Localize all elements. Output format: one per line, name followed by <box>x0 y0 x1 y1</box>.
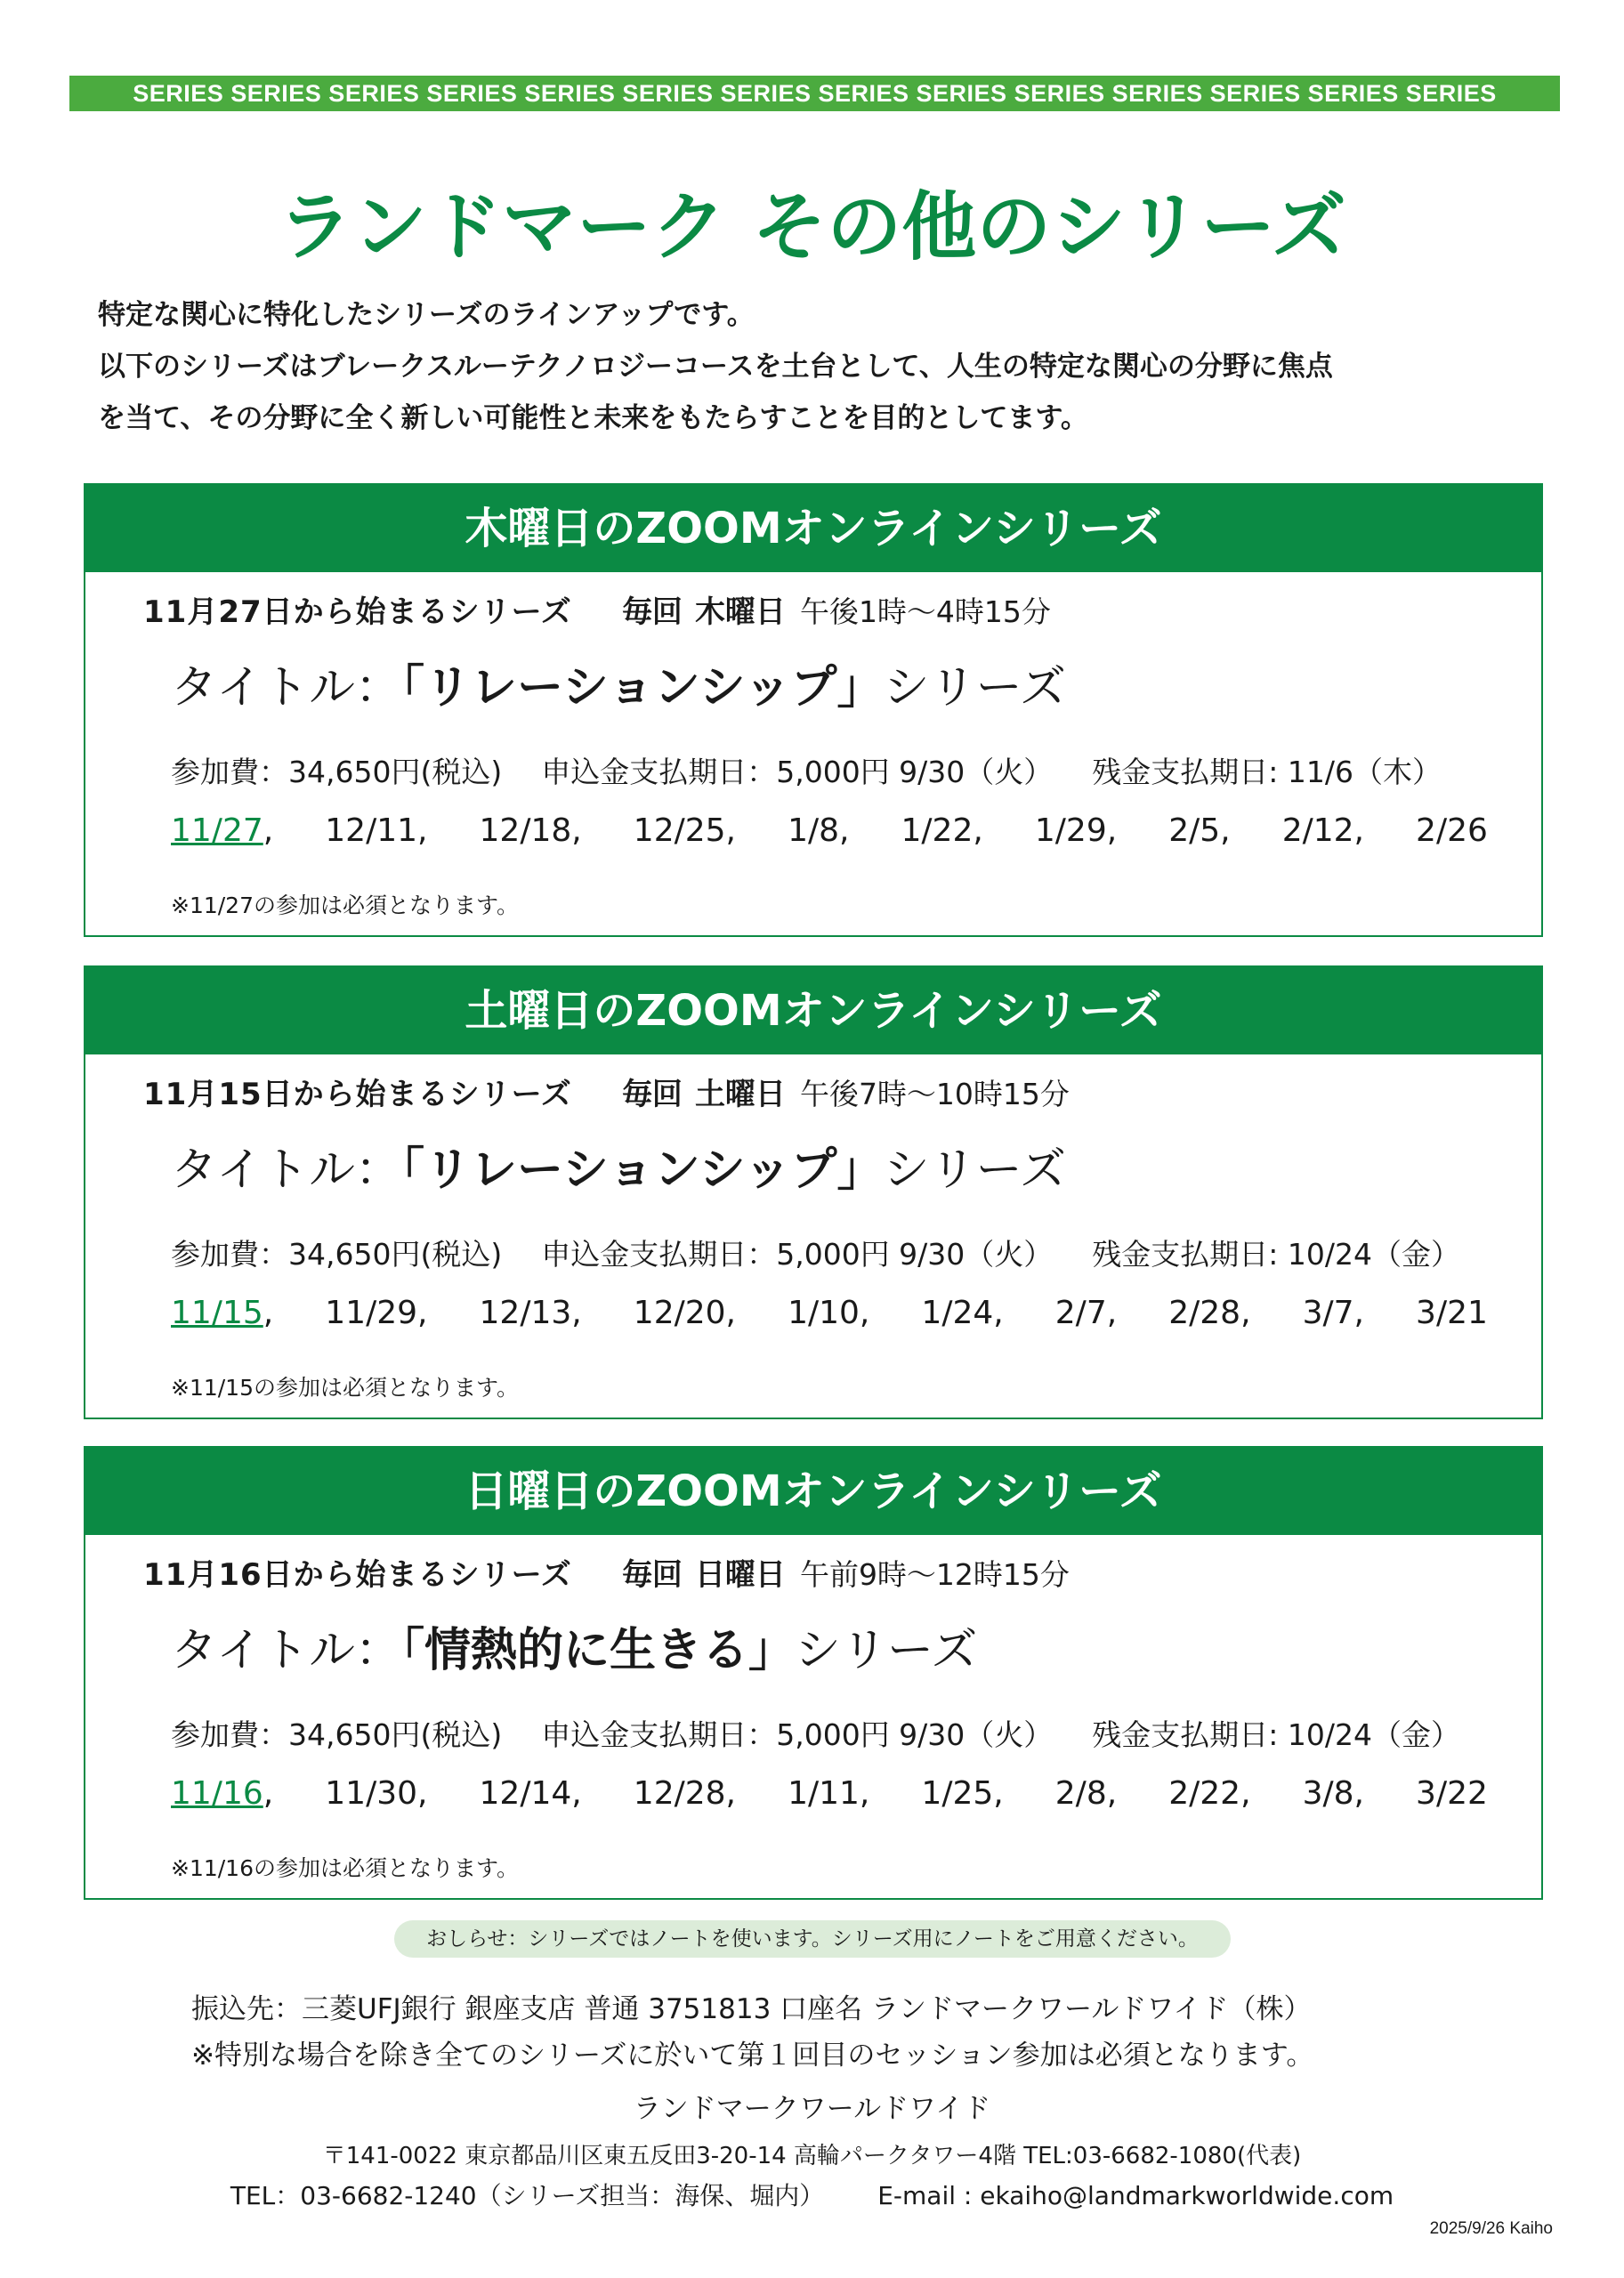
start-date: 11月27日から始まるシリーズ <box>143 594 572 630</box>
date-comma: , <box>263 1295 274 1331</box>
requirement-note: ※特別な場合を除き全てのシリーズに於いて第１回目のセッション参加は必須となります。 <box>191 2040 1314 2072</box>
date-item: 3/7, <box>1302 1295 1364 1331</box>
fee-line <box>171 1712 1499 1754</box>
schedule-line <box>143 1070 1070 1113</box>
date-item-first <box>171 1295 273 1331</box>
required-note: ※11/15の参加は必須となります。 <box>171 1375 519 1401</box>
date-item: 1/25, <box>921 1775 1004 1812</box>
weekday: 日曜日 <box>694 1557 786 1593</box>
date-item: 2/22, <box>1168 1775 1251 1812</box>
session-dates <box>171 1295 1488 1331</box>
date-item: 1/22, <box>901 812 983 849</box>
date-item: 3/21 <box>1416 1295 1488 1331</box>
session-dates <box>171 1775 1488 1812</box>
section-thursday <box>84 483 1543 937</box>
session-time: 午後7時～10時15分 <box>799 1077 1070 1111</box>
payment-info <box>191 1986 1313 2079</box>
balance-deadline: 残金支払期日: 10/24（金） <box>1092 1717 1461 1752</box>
date-item: 2/28, <box>1168 1295 1251 1331</box>
start-date: 11月16日から始まるシリーズ <box>143 1557 572 1593</box>
deposit-deadline: 申込金支払期日：5,000円 9/30（火） <box>541 1237 1054 1272</box>
required-note: ※11/16の参加は必須となります。 <box>171 1855 519 1881</box>
contact-line <box>0 2177 1624 2212</box>
first-session-date: 11/27 <box>171 812 263 849</box>
title-prefix: タイトル： <box>171 661 401 715</box>
fee-line <box>171 1232 1499 1273</box>
session-time: 午後1時～4時15分 <box>799 594 1051 629</box>
intro-line: 以下のシリーズはブレークスルーテクノロジーコースを土台として、人生の特定な関心の分野に焦点 <box>98 351 1333 383</box>
date-item: 12/11, <box>325 812 428 849</box>
start-date: 11月15日から始まるシリーズ <box>143 1077 572 1112</box>
date-item: 2/7, <box>1054 1295 1118 1331</box>
first-session-date: 11/16 <box>171 1775 263 1812</box>
deposit-deadline: 申込金支払期日：5,000円 9/30（火） <box>541 755 1054 789</box>
every-label: 毎回 <box>621 1557 683 1593</box>
weekday: 木曜日 <box>694 594 786 630</box>
fee-line <box>171 749 1481 791</box>
session-dates <box>171 812 1488 849</box>
date-item: 12/18, <box>479 812 582 849</box>
series-banner: SERIES SERIES SERIES SERIES SERIES SERIES SERIES SERIES SERIES SERIES SERIES SERIES SERIES SERIES <box>69 76 1560 111</box>
date-item: 1/8, <box>788 812 850 849</box>
email-address[interactable]: E-mail : ekaiho@landmarkworldwide.com <box>877 2181 1394 2210</box>
date-item: 11/30, <box>325 1775 428 1812</box>
title-name: 「リレーションシップ」 <box>400 661 884 715</box>
page-title: ランドマーク その他のシリーズ <box>277 183 1347 271</box>
section-header: 土曜日のZOOMオンラインシリーズ <box>85 967 1541 1054</box>
weekday: 土曜日 <box>694 1077 786 1112</box>
date-item: 12/13, <box>479 1295 582 1331</box>
fee: 参加費：34,650円(税込) <box>171 1237 503 1272</box>
intro-line: を当て、その分野に全く新しい可能性と未来をもたらすことを目的としてます。 <box>98 402 1088 434</box>
date-item: 1/11, <box>788 1775 870 1812</box>
date-item: 11/29, <box>325 1295 428 1331</box>
date-item: 12/14, <box>479 1775 582 1812</box>
company-name: ランドマークワールドワイド <box>633 2093 991 2125</box>
notice-pill: おしらせ：シリーズではノートを使います。シリーズ用にノートをご用意ください。 <box>394 1920 1231 1958</box>
bank-account: 振込先：三菱UFJ銀行 銀座支店 普通 3751813 口座名 ランドマークワールドワイド（株） <box>191 1993 1312 2025</box>
series-title <box>171 1612 977 1679</box>
date-item: 12/25, <box>633 812 736 849</box>
series-tel: TEL：03-6682-1240（シリーズ担当：海保、堀内） <box>230 2181 825 2210</box>
date-item-first <box>171 812 273 849</box>
every-label: 毎回 <box>621 1077 683 1112</box>
document-date: 2025/9/26 Kaiho <box>1429 2219 1553 2238</box>
series-title <box>171 1132 1066 1199</box>
session-time: 午前9時～12時15分 <box>799 1557 1070 1592</box>
series-title <box>171 650 1066 716</box>
section-saturday <box>84 965 1543 1419</box>
section-header: 日曜日のZOOMオンラインシリーズ <box>85 1448 1541 1535</box>
balance-deadline: 残金支払期日: 11/6（木） <box>1092 755 1442 789</box>
section-header: 木曜日のZOOMオンラインシリーズ <box>85 485 1541 572</box>
date-item: 2/12, <box>1281 812 1364 849</box>
intro-text <box>98 289 1557 444</box>
date-item: 2/26 <box>1416 812 1488 849</box>
date-item-first <box>171 1775 273 1812</box>
date-item: 3/22 <box>1416 1775 1488 1812</box>
date-item: 1/29, <box>1034 812 1118 849</box>
company-address: 〒141-0022 東京都品川区東五反田3-20-14 高輪パークタワー4階 TEL:03-6682-1080(代表) <box>322 2143 1302 2169</box>
intro-line: 特定な関心に特化したシリーズのラインアップです。 <box>98 299 755 331</box>
date-comma: , <box>263 1775 274 1812</box>
fee: 参加費：34,650円(税込) <box>171 755 503 789</box>
date-item: 2/5, <box>1168 812 1231 849</box>
date-comma: , <box>263 812 274 849</box>
deposit-deadline: 申込金支払期日：5,000円 9/30（火） <box>541 1717 1054 1752</box>
title-name: 「リレーションシップ」 <box>400 1143 884 1197</box>
title-suffix: シリーズ <box>883 661 1066 715</box>
title-prefix: タイトル： <box>171 1143 401 1197</box>
date-item: 12/28, <box>633 1775 736 1812</box>
schedule-line <box>143 587 1051 631</box>
title-suffix: シリーズ <box>883 1143 1066 1197</box>
date-item: 2/8, <box>1054 1775 1118 1812</box>
fee: 参加費：34,650円(税込) <box>171 1717 503 1752</box>
date-item: 1/24, <box>921 1295 1004 1331</box>
required-note: ※11/27の参加は必須となります。 <box>171 893 519 918</box>
every-label: 毎回 <box>621 594 683 630</box>
first-session-date: 11/15 <box>171 1295 263 1331</box>
title-name: 「情熱的に生きる」 <box>400 1624 795 1677</box>
schedule-line <box>143 1550 1070 1594</box>
title-prefix: タイトル： <box>171 1624 401 1677</box>
title-suffix: シリーズ <box>794 1624 978 1677</box>
section-sunday <box>84 1446 1543 1900</box>
date-item: 3/8, <box>1302 1775 1364 1812</box>
date-item: 12/20, <box>633 1295 736 1331</box>
balance-deadline: 残金支払期日: 10/24（金） <box>1092 1237 1461 1272</box>
date-item: 1/10, <box>788 1295 870 1331</box>
